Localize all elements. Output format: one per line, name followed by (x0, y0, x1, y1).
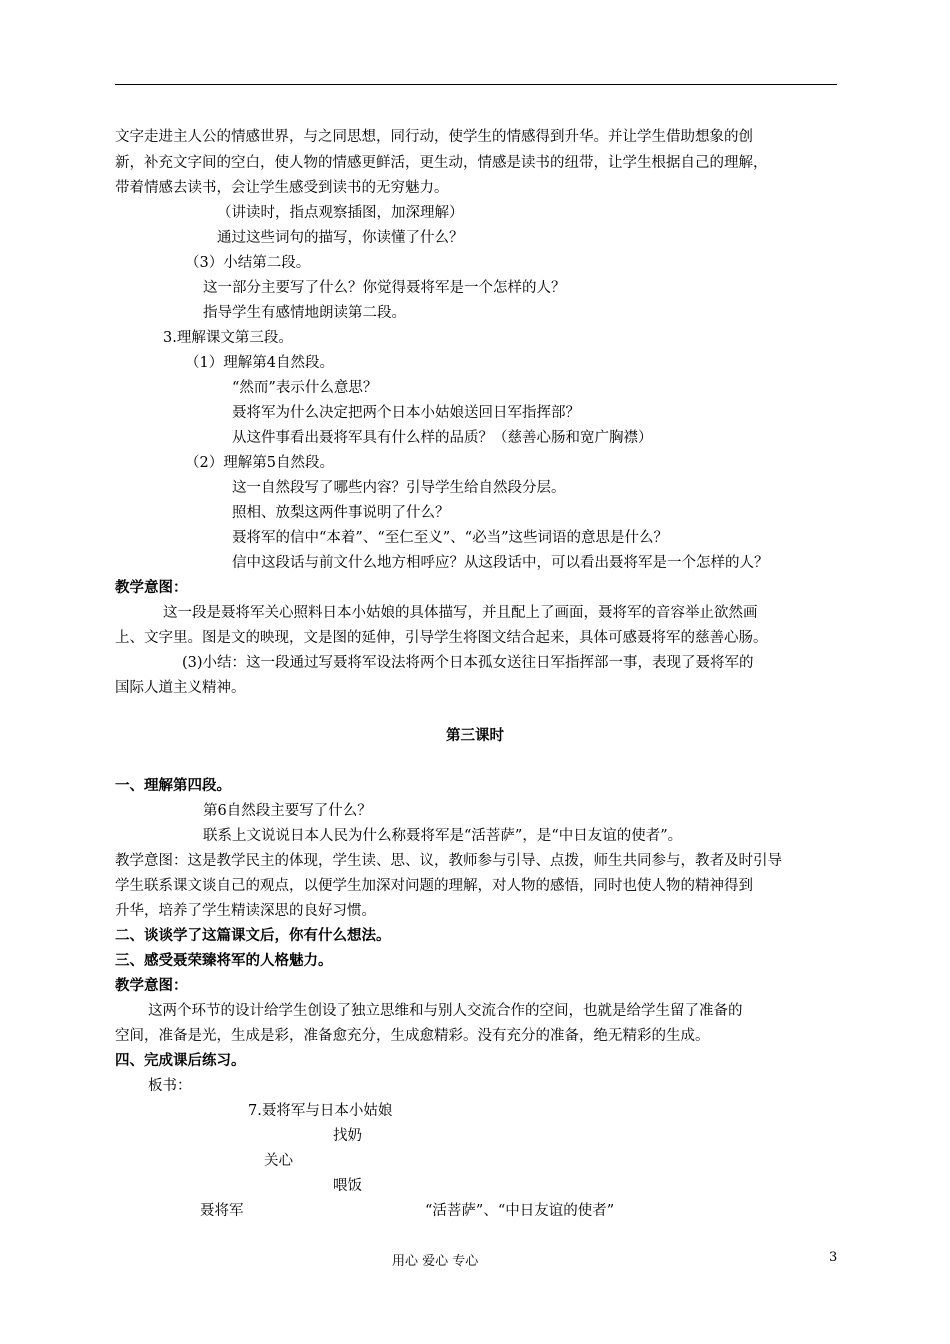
paragraph-line: 通过这些词句的描写，你读懂了什么？ (217, 230, 464, 246)
board-item: 聂将军 (200, 1203, 244, 1219)
paragraph-line: (3)小结：这一段通过写聂将军设法将两个日本孤女送往日军指挥部一事，表现了聂将军的 (182, 655, 754, 671)
page-number: 3 (829, 1250, 838, 1265)
paragraph-line: 学生联系课文谈自己的观点，以便学生加深对问题的理解，对人物的感悟，同时也使人物的精神得到 (115, 878, 753, 894)
board-title: 7.聂将军与日本小姑娘 (248, 1103, 393, 1119)
paragraph-line: 文字走进主人公的情感世界，与之同思想，同行动，使学生的情感得到升华。并让学生借助想象的创 (115, 129, 753, 145)
section-heading: 一、理解第四段。 (115, 777, 231, 794)
paragraph-line: 聂将军的信中“本着”、“至仁至义”、“必当”这些词语的意思是什么？ (232, 530, 668, 546)
section-heading: 三、感受聂荣臻将军的人格魅力。 (115, 952, 333, 969)
paragraph-line: 3.理解课文第三段。 (163, 330, 293, 346)
paragraph-line: 这一部分主要写了什么？你觉得聂将军是一个怎样的人？ (203, 280, 566, 296)
paragraph-line: 升华，培养了学生精读深思的良好习惯。 (115, 903, 376, 919)
paragraph-line: 教学意图：这是教学民主的体现，学生读、思、议，教师参与引导、点拨，师生共同参与，教者及时引导 (115, 853, 782, 869)
paragraph-line: 照相、放梨这两件事说明了什么？ (232, 505, 450, 521)
paragraph-line: 上、文字里。图是文的映现，文是图的延伸，引导学生将图文结合起来，具体可感聂将军的慈善心肠。 (115, 630, 768, 646)
section-heading: 二、谈谈学了这篇课文后，你有什么想法。 (115, 927, 391, 944)
paragraph-line: 指导学生有感情地朗读第二段。 (203, 305, 406, 321)
paragraph-line: 联系上文说说日本人民为什么称聂将军是“活菩萨”，是“中日友谊的使者”。 (203, 828, 683, 844)
paragraph-line: 空间，准备是光，生成是彩，准备愈充分，生成愈精彩。没有充分的准备，绝无精彩的生成。 (115, 1028, 710, 1044)
paragraph-line: （讲读时，指点观察插图，加深理解） (217, 205, 464, 221)
board-item: 关心 (264, 1153, 293, 1169)
header-rule (115, 84, 837, 85)
paragraph-line: 这两个环节的设计给学生创设了独立思维和与别人交流合作的空间，也就是给学生留了准备的 (148, 1003, 743, 1019)
paragraph-line: 信中这段话与前文什么地方相呼应？从这段话中，可以看出聂将军是一个怎样的人？ (232, 555, 769, 571)
paragraph-line: （3）小结第二段。 (185, 255, 311, 271)
paragraph-line: 从这件事看出聂将军具有什么样的品质？（慈善心肠和宽广胸襟） (232, 430, 653, 446)
paragraph-line: 聂将军为什么决定把两个日本小姑娘送回日军指挥部？ (232, 405, 580, 421)
board-label: 板书： (148, 1078, 192, 1094)
paragraph-line: 第6自然段主要写了什么？ (203, 803, 372, 819)
paragraph-line: “然而”表示什么意思？ (232, 380, 378, 396)
board-item: 找奶 (333, 1128, 362, 1144)
paragraph-line: 这一自然段写了哪些内容？引导学生给自然段分层。 (232, 480, 566, 496)
paragraph-line: 新，补充文字间的空白，使人物的情感更鲜活，更生动，情感是读书的纽带，让学生根据自己的理解， (115, 155, 768, 171)
paragraph-line: （2）理解第5自然段。 (185, 455, 334, 471)
footer-motto: 用心 爱心 专心 (392, 1254, 479, 1269)
board-item: “活菩萨”、“中日友谊的使者” (425, 1203, 615, 1219)
paragraph-line: 国际人道主义精神。 (115, 680, 246, 696)
paragraph-line: 这一段是聂将军关心照料日本小姑娘的具体描写，并且配上了画面，聂将军的音容举止欲然画 (163, 605, 758, 621)
board-item: 喂饭 (333, 1178, 362, 1194)
section-heading: 教学意图： (115, 977, 188, 994)
section-heading: 教学意图： (115, 579, 188, 596)
paragraph-line: 带着情感去读书，会让学生感受到读书的无穷魅力。 (115, 180, 449, 196)
lesson-title: 第三课时 (446, 727, 504, 744)
section-heading: 四、完成课后练习。 (115, 1052, 246, 1069)
paragraph-line: （1）理解第4自然段。 (185, 355, 334, 371)
